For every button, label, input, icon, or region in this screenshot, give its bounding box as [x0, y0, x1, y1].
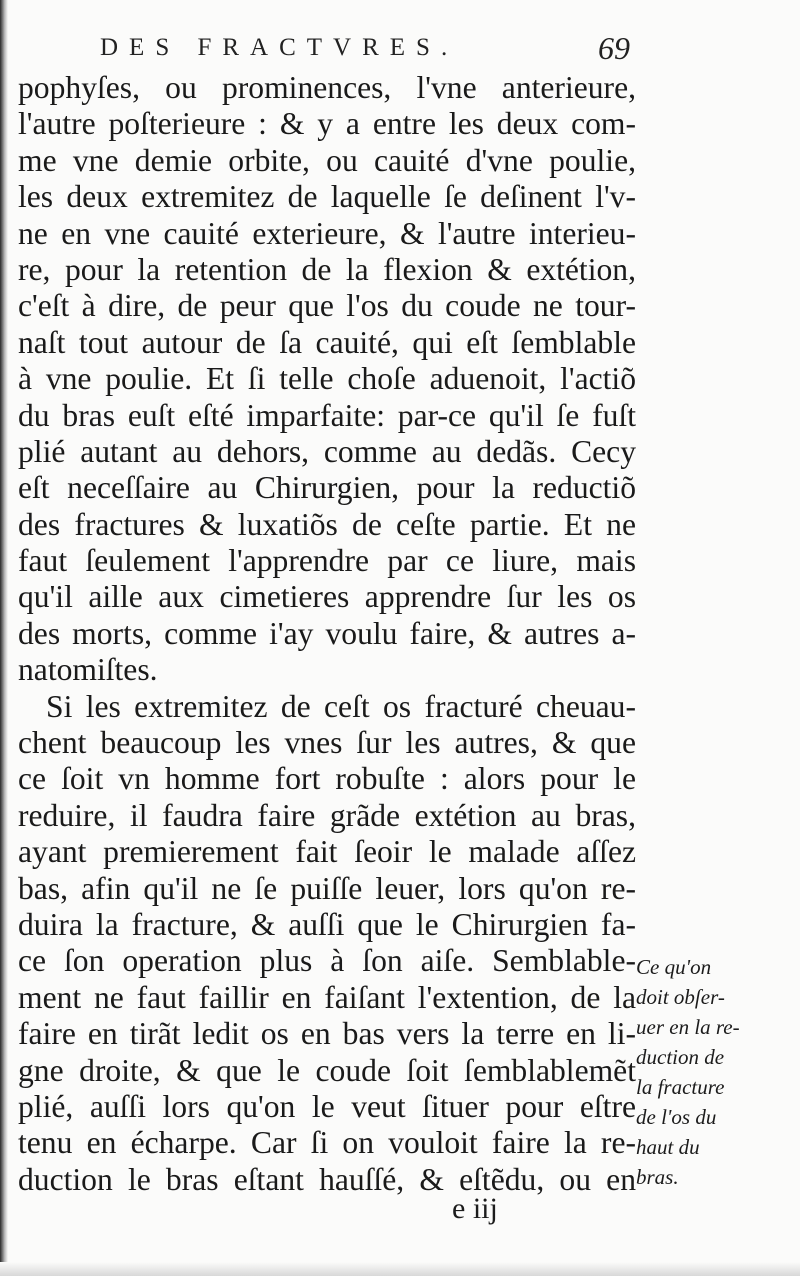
text-line: reduire, il faudra faire grãde extétion au bras, — [18, 797, 636, 833]
text-line: ayant premierement fait ſeoir le malade aſſez — [18, 834, 636, 870]
text-line: du bras euſt eſté imparfaite: par-ce qu'il ſe fuſt — [18, 397, 636, 433]
marginal-note-line: de l'os du — [636, 1105, 717, 1129]
text-line: me vne demie orbite, ou cauité d'vne poulie, — [18, 142, 636, 178]
marginal-note-line: bras. — [636, 1165, 679, 1189]
signature-mark: e iij — [452, 1192, 498, 1225]
marginal-note-line: duction de — [636, 1045, 725, 1069]
text-line: à vne poulie. Et ſi telle choſe aduenoit, l'actiõ — [18, 361, 636, 397]
marginal-note — [636, 952, 786, 1192]
text-line: pophyſes, ou prominences, l'vne anterieure, — [18, 70, 636, 105]
running-head — [100, 30, 630, 70]
text-line: ce ſoit vn homme fort robuſte : alors pour le — [18, 761, 636, 797]
text-line: tenu en écharpe. Car ſi on vouloit faire la re- — [18, 1125, 636, 1161]
text-line: faire en tirãt ledit os en bas vers la terre en li- — [18, 1016, 636, 1052]
text-line: duction le bras eſtant hauſſé, & eſtẽdu, ou en — [18, 1161, 636, 1197]
text-line: qu'il aille aux cimetieres apprendre ſur les os — [18, 579, 636, 615]
paragraph-end-line: natomiſtes. — [18, 652, 158, 688]
text-line: re, pour la retention de la flexion & extétion, — [18, 251, 636, 287]
text-line: des fractures & luxatiõs de ceſte partie. Et ne — [18, 506, 636, 542]
text-line: plié autant au dehors, comme au dedãs. Cecy — [18, 433, 636, 469]
text-line: chent beaucoup les vnes ſur les autres, & que — [18, 725, 636, 761]
marginal-note-line: la fracture — [636, 1075, 725, 1099]
text-line: duira la fracture, & auſſi que le Chirurgien fa- — [18, 906, 636, 942]
text-line: bas, afin qu'il ne ſe puiſſe leuer, lors qu'on re- — [18, 870, 636, 906]
running-title: DES FRACTVRES. — [100, 34, 459, 61]
marginal-note-line: Ce qu'on — [636, 955, 712, 979]
marginal-note-line: haut du — [636, 1135, 700, 1159]
marginal-note-line: uer en la re- — [636, 1015, 740, 1039]
text-line: les deux extremitez de laquelle ſe deſinent l'v- — [18, 179, 636, 215]
text-line: des morts, comme i'ay voulu faire, & autres a- — [18, 615, 636, 651]
text-line: c'eſt à dire, de peur que l'os du coude ne tour- — [18, 288, 636, 324]
body-text — [18, 70, 636, 1198]
text-line: faut ſeulement l'apprendre par ce liure, mais — [18, 543, 636, 579]
page-bottom-shadow — [0, 1262, 800, 1276]
paragraph-start-line: Si les extremitez de ceſt os fracturé cheuau- — [46, 688, 636, 724]
page-number: 69 — [598, 30, 630, 66]
text-line: naſt tout autour de ſa cauité, qui eſt ſemblable — [18, 324, 636, 360]
text-line: ment ne faut faillir en faiſant l'extention, de la — [18, 979, 636, 1015]
text-line: ce ſon operation plus à ſon aiſe. Semblable- — [18, 943, 636, 979]
text-line: plié, auſſi lors qu'on le veut ſituer pour eſtre — [18, 1088, 636, 1124]
text-line: ne en vne cauité exterieure, & l'autre interieu- — [18, 215, 636, 251]
page-gutter-shadow — [0, 0, 8, 1276]
text-line: gne droite, & que le coude ſoit ſemblablemẽt — [18, 1052, 636, 1088]
marginal-note-line: doit obſer- — [636, 985, 725, 1009]
text-line: l'autre poſterieure : & y a entre les deux com- — [18, 106, 636, 142]
text-line: eſt neceſſaire au Chirurgien, pour la reductiõ — [18, 470, 636, 506]
